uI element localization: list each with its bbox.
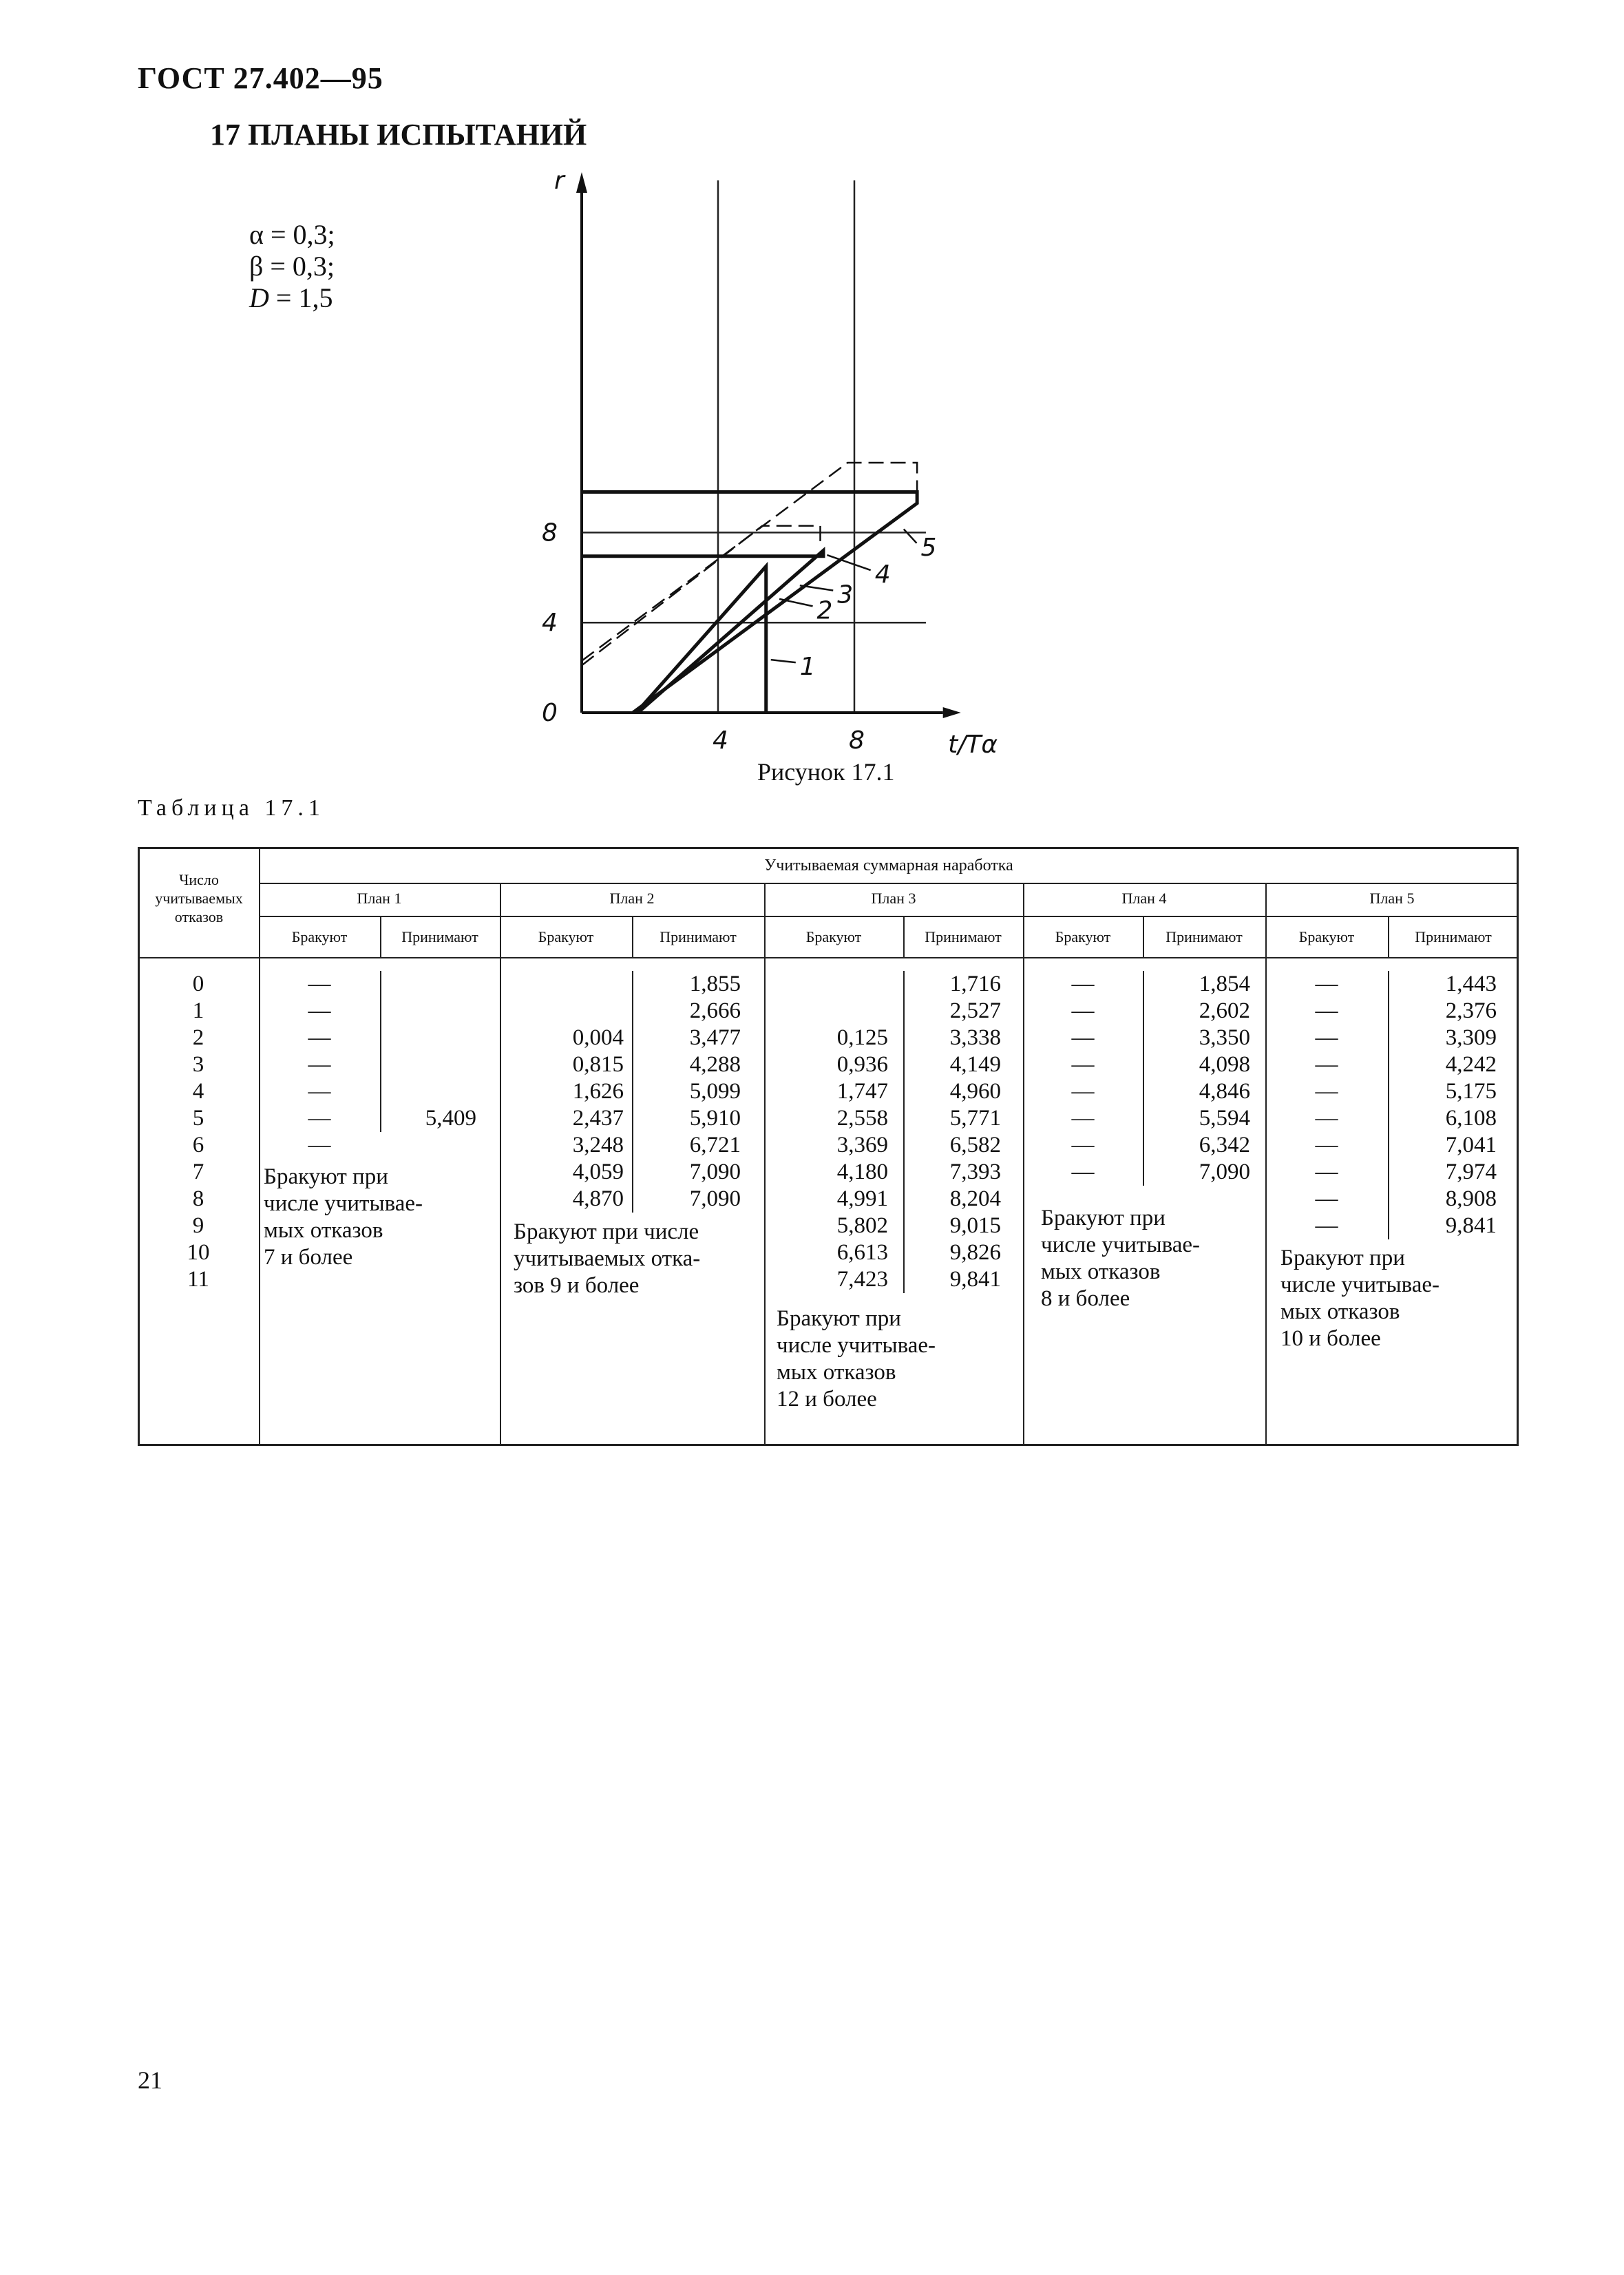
plan-4-accept-cell: 3,350 <box>1199 1025 1250 1050</box>
plan-4-header: План 4 <box>1121 890 1167 907</box>
plan-3-accept-cell: 1,716 <box>949 972 1001 996</box>
plan-2-accept-cell: 1,855 <box>689 972 741 996</box>
figure-caption: Рисунок 17.1 <box>757 758 895 786</box>
plan-5-accept-cell: 6,108 <box>1445 1106 1497 1131</box>
plan-1-reject-cell: — <box>308 998 331 1023</box>
plan-3-header: План 3 <box>871 890 916 907</box>
failure-count-cell: 6 <box>192 1133 204 1157</box>
plan-3-reject-cell: 4,180 <box>836 1160 888 1184</box>
plan-1-accept-header: Принимают <box>401 928 478 945</box>
plan-3-accept-cell: 9,841 <box>949 1267 1001 1292</box>
plan-1-reject-header: Бракуют <box>291 928 348 945</box>
plan-2-accept-cell: 7,090 <box>689 1186 741 1211</box>
plan-1-reject-cell: — <box>308 1079 331 1104</box>
plan-2-reject-cell: 0,004 <box>572 1025 624 1050</box>
plan-2-accept-cell: 2,666 <box>689 998 741 1023</box>
plan-4-accept-cell: 1,854 <box>1199 972 1250 996</box>
plan-3-accept-cell: 5,771 <box>949 1106 1001 1131</box>
plan-1-reject-note: Бракуют при числе учитывае- мых отказов 7 и более <box>264 1164 423 1270</box>
callout-leader-5 <box>904 529 917 543</box>
plan-3-reject-cell: 6,613 <box>836 1240 888 1265</box>
failures-column <box>138 971 259 1293</box>
plan-3-accept-cell: 3,338 <box>949 1025 1001 1050</box>
table-rule <box>259 916 1519 917</box>
plan-4-accept-cell: 5,594 <box>1199 1106 1250 1131</box>
plan-3-accept-cell: 4,960 <box>949 1079 1001 1104</box>
plan-1-reject-cell: — <box>308 1052 331 1077</box>
callout-label-1: 1 <box>799 653 816 682</box>
failure-count-cell: 0 <box>192 972 204 996</box>
plan-5-reject-cell: — <box>1315 972 1338 996</box>
plan-4-reject-cell: — <box>1071 1106 1095 1131</box>
total-operating-time-header: Учитываемая суммарная наработка <box>764 857 1013 874</box>
callout-leader-1 <box>771 660 796 662</box>
plan-4-reject-cell: — <box>1071 998 1095 1023</box>
d-value: = 1,5 <box>268 282 333 313</box>
plan-3-reject-cell: 1,747 <box>836 1079 888 1104</box>
plan-3-reject-column <box>764 971 888 1293</box>
plan-2-reject-column <box>500 971 624 1213</box>
x-axis-label: t/Tα <box>948 731 998 759</box>
failure-count-cell: 10 <box>187 1240 210 1265</box>
document-standard-code: ГОСТ 27.402—95 <box>138 61 383 95</box>
plan-1-reject-cell: — <box>308 1106 331 1131</box>
plan-5-accept-cell: 2,376 <box>1445 998 1497 1023</box>
plan-1-accept-cell <box>380 1078 476 1105</box>
plan-5-reject-cell: — <box>1315 1106 1338 1131</box>
plan-1-boundary <box>636 566 766 713</box>
plan-2-reject-cell: 0,815 <box>572 1052 624 1077</box>
plan-3-reject-cell: 5,802 <box>836 1213 888 1238</box>
page-number: 21 <box>138 2066 162 2094</box>
plan-5-accept-cell: 1,443 <box>1445 972 1497 996</box>
plan-5-reject-cell: — <box>1315 998 1338 1023</box>
failure-count-cell: 5 <box>192 1106 204 1131</box>
plan-2-accept-cell: 5,910 <box>689 1106 741 1131</box>
plan-1-header: План 1 <box>357 890 402 907</box>
plan-1-accept-cell <box>380 971 476 998</box>
plan-2-reject-header: Бракуют <box>538 928 594 945</box>
failure-count-cell: 2 <box>192 1025 204 1050</box>
plan-5-accept-header: Принимают <box>1415 928 1492 945</box>
plan-4-reject-note: Бракуют при числе учитывае- мых отказов 8 и более <box>1041 1206 1201 1311</box>
plan-5-reject-header: Бракуют <box>1298 928 1355 945</box>
x-axis-arrow <box>943 707 961 718</box>
failure-count-cell: 7 <box>192 1160 204 1184</box>
plan-5-header: План 5 <box>1369 890 1415 907</box>
x-tick-label: 4 <box>713 726 728 755</box>
plan-1-accept-cell <box>380 1051 476 1078</box>
plan-5-accept-cell: 4,242 <box>1445 1052 1497 1077</box>
plan-2-reject-cell: 2,437 <box>572 1106 624 1131</box>
plan-1-accept-cell <box>380 998 476 1025</box>
plan-2-reject-cell: 4,059 <box>572 1160 624 1184</box>
plan-4-reject-cell: — <box>1071 1160 1095 1184</box>
plan-3-accept-cell: 7,393 <box>949 1160 1001 1184</box>
plan-5-accept-cell: 5,175 <box>1445 1079 1497 1104</box>
plan-1-reject-column <box>259 971 380 1159</box>
plan-4-accept-header: Принимают <box>1166 928 1243 945</box>
plan-4-accept-cell: 4,098 <box>1199 1052 1250 1077</box>
plan-4-reject-cell: — <box>1071 1052 1095 1077</box>
plan-4-accept-cell: 6,342 <box>1199 1133 1250 1157</box>
plan-2-accept-cell: 4,288 <box>689 1052 741 1077</box>
plan-3-accept-cell: 4,149 <box>949 1052 1001 1077</box>
d-parameter <box>249 282 335 314</box>
plan-1-reject-cell: — <box>308 1133 331 1157</box>
table-rule <box>138 957 1519 958</box>
plan-3-reject-cell: 7,423 <box>836 1267 888 1292</box>
plan-3-accept-cell: 8,204 <box>949 1186 1001 1211</box>
plan-5-accept-cell: 9,841 <box>1445 1213 1497 1238</box>
alpha-parameter: α = 0,3; <box>249 219 335 250</box>
plan-2-accept-cell: 3,477 <box>689 1025 741 1050</box>
y-tick-label: 4 <box>542 609 558 638</box>
plan-5-accept-column <box>1388 971 1497 1239</box>
plan-2-accept-header: Принимают <box>660 928 737 945</box>
plan-2-accept-column <box>632 971 741 1213</box>
plan-4-reject-cell: — <box>1071 1025 1095 1050</box>
plan-3-reject-cell: 4,991 <box>836 1186 888 1211</box>
plan-4-accept-column <box>1143 971 1250 1186</box>
failure-count-cell: 1 <box>192 998 204 1023</box>
plan-2-boundary <box>582 551 823 713</box>
plan-4-accept-cell: 4,846 <box>1199 1079 1250 1104</box>
callout-label-2: 2 <box>816 596 833 625</box>
plan-4-reject-cell: — <box>1071 1133 1095 1157</box>
plan-2-reject-cell: 3,248 <box>572 1133 624 1157</box>
plan-2-reject-cell: 1,626 <box>572 1079 624 1104</box>
plan-1-reject-cell: — <box>308 972 331 996</box>
plan-2-accept-cell: 7,090 <box>689 1160 741 1184</box>
section-title: 17 ПЛАНЫ ИСПЫТАНИЙ <box>210 118 587 151</box>
plan-3-reject-cell: 2,558 <box>836 1106 888 1131</box>
plan-5-accept-cell: 3,309 <box>1445 1025 1497 1050</box>
plan-3-reject-header: Бракуют <box>805 928 862 945</box>
plan-5-reject-cell: — <box>1315 1186 1338 1211</box>
callout-label-3: 3 <box>837 580 854 609</box>
plan-2-reject-cell <box>500 998 624 1025</box>
failure-count-cell: 9 <box>192 1213 204 1238</box>
plan-2-reject-cell <box>500 971 624 998</box>
plan-4-reject-column <box>1023 971 1143 1186</box>
plan-3-accept-cell: 9,015 <box>949 1213 1001 1238</box>
plan-5-accept-cell: 7,041 <box>1445 1133 1497 1157</box>
plan-5-reject-cell: — <box>1315 1052 1338 1077</box>
callout-label-5: 5 <box>920 533 937 562</box>
failure-count-cell: 11 <box>187 1267 209 1292</box>
plan-5-reject-column <box>1265 971 1388 1239</box>
plan-2-accept-cell: 6,721 <box>689 1133 741 1157</box>
plan-3-accept-header: Принимают <box>925 928 1002 945</box>
plan-3-reject-cell: 0,936 <box>836 1052 888 1077</box>
plan-2-header: План 2 <box>609 890 655 907</box>
plan-4-accept-cell: 2,602 <box>1199 998 1250 1023</box>
failure-count-cell: 3 <box>192 1052 204 1077</box>
table-rule <box>259 883 1519 884</box>
plan-3-reject-cell <box>764 998 888 1025</box>
plan-3-accept-cell: 6,582 <box>949 1133 1001 1157</box>
plan-3-reject-cell: 0,125 <box>836 1025 888 1050</box>
test-plans-chart <box>509 165 1356 764</box>
plan-5-reject-cell: — <box>1315 1133 1338 1157</box>
plan-1-accept-cell: 5,409 <box>425 1106 476 1131</box>
plan-5-reject-cell: — <box>1315 1025 1338 1050</box>
failure-count-cell: 4 <box>192 1079 204 1104</box>
plan-3-accept-cell: 9,826 <box>949 1240 1001 1265</box>
plan-3-reject-note: Бракуют при числе учитывае- мых отказов 12 и более <box>777 1306 936 1412</box>
plan-5-boundary <box>582 492 917 713</box>
plan-4-accept-cell: 7,090 <box>1199 1160 1250 1184</box>
plan-1-accept-cell <box>380 1025 476 1051</box>
failure-count-cell: 8 <box>192 1186 204 1211</box>
plan-5-reject-cell: — <box>1315 1160 1338 1184</box>
plan-1-reject-cell: — <box>308 1025 331 1050</box>
plan-2-reject-cell: 4,870 <box>572 1186 624 1211</box>
y-tick-label: 0 <box>542 699 558 727</box>
y-axis-arrow <box>576 172 587 193</box>
table-caption: Таблица 17.1 <box>138 795 325 821</box>
plan-1-accept-column <box>380 971 476 1132</box>
plan-4-reject-cell: — <box>1071 972 1095 996</box>
plan-3-accept-cell: 2,527 <box>949 998 1001 1023</box>
failures-count-header: Число учитываемых отказов <box>155 871 243 925</box>
plan-5-accept-cell: 8,908 <box>1445 1186 1497 1211</box>
plan-5-accept-cell: 7,974 <box>1445 1160 1497 1184</box>
plan-3-reject-cell <box>764 971 888 998</box>
plan-5-reject-cell: — <box>1315 1213 1338 1238</box>
plan-3-accept-column <box>903 971 1001 1293</box>
plan-4-reject-cell: — <box>1071 1079 1095 1104</box>
plan-5-reject-note: Бракуют при числе учитывае- мых отказов 10 и более <box>1280 1246 1440 1351</box>
plan-2-reject-note: Бракуют при числе учитываемых отка- зов 9 и более <box>514 1219 701 1298</box>
beta-parameter: β = 0,3; <box>249 251 335 282</box>
plan-5-reject-cell: — <box>1315 1079 1338 1104</box>
d-symbol: D <box>249 282 269 313</box>
y-axis-label: r <box>554 167 565 195</box>
plan-4-reject-header: Бракуют <box>1055 928 1111 945</box>
plan-3-reject-cell: 3,369 <box>836 1133 888 1157</box>
plan-2-accept-cell: 5,099 <box>689 1079 741 1104</box>
callout-label-4: 4 <box>874 560 891 589</box>
plan-3-boundary <box>582 526 821 666</box>
test-plans-table <box>138 847 1519 1446</box>
x-tick-label: 8 <box>849 726 865 755</box>
test-parameters <box>249 219 335 314</box>
y-tick-label: 8 <box>542 518 558 547</box>
